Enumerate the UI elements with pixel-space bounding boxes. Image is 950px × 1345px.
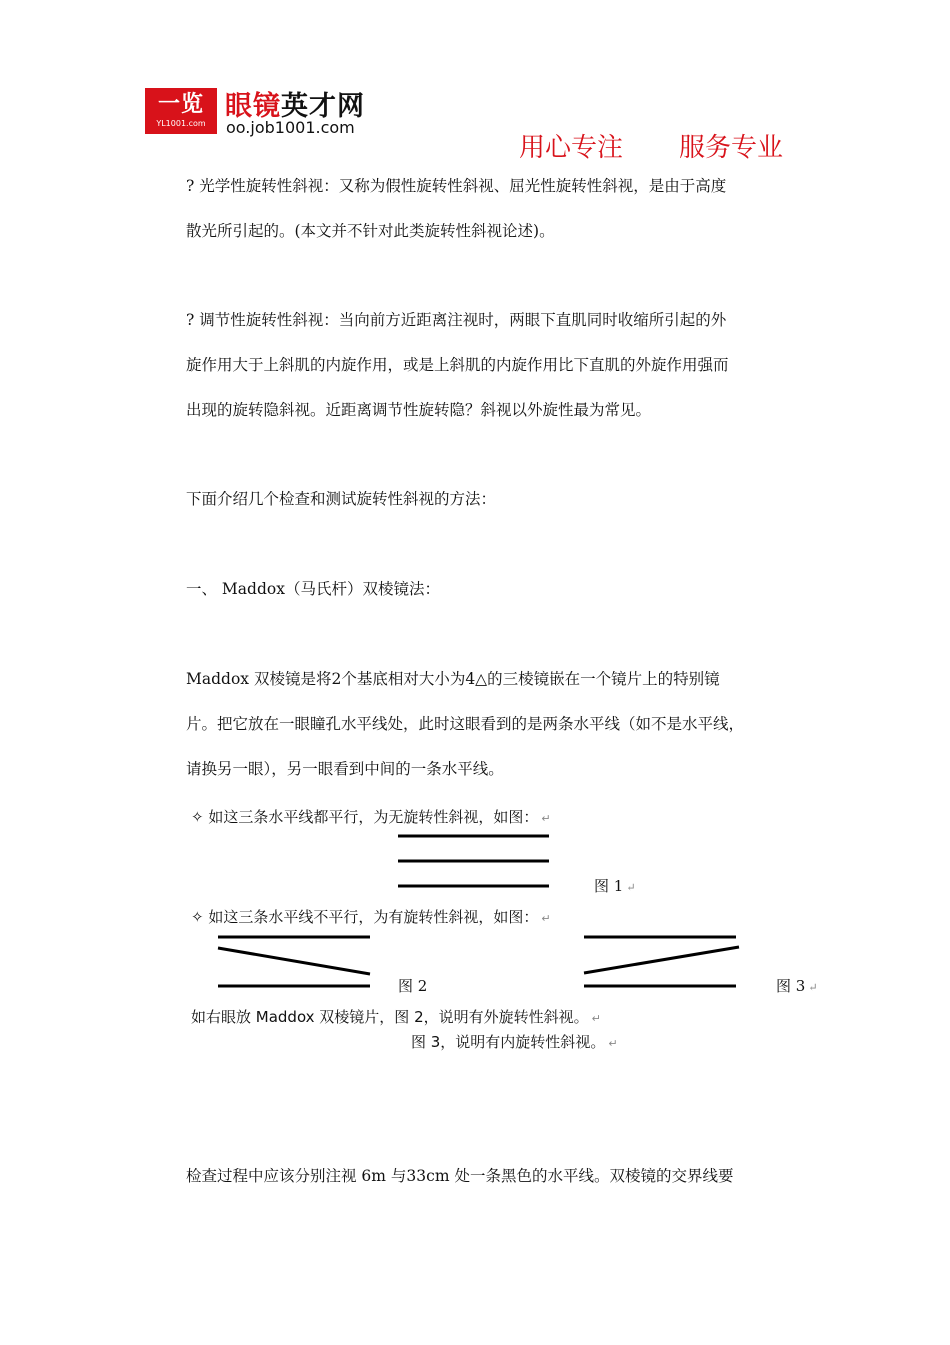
- logo-subtext: YL1001.com: [156, 119, 206, 128]
- paragraph-line: 旋作用大于上斜肌的内旋作用，或是上斜肌的内旋作用比下直肌的外旋作用强而: [186, 356, 729, 374]
- paragraph-line: 出现的旋转隐斜视。近距离调节性旋转隐？斜视以外旋性最为常见。: [186, 401, 652, 419]
- slogan-left: 用心专注: [519, 133, 624, 163]
- return-mark-icon: ↵: [541, 912, 551, 925]
- paragraph-line: Maddox 双棱镜是将2个基底相对大小为4△的三棱镜嵌在一个镜片上的特别镜: [186, 670, 720, 688]
- figure-3-label: [776, 975, 818, 996]
- figure-label-text: 图 1: [594, 877, 624, 895]
- paragraph-line: 片。把它放在一眼瞳孔水平线处，此时这眼看到的是两条水平线（如不是水平线，: [186, 715, 745, 733]
- figure-1-label: [594, 875, 636, 896]
- figure-item-not-parallel: [191, 906, 551, 927]
- fig3-line-slanted: [584, 947, 739, 973]
- return-mark-icon: ↵: [608, 1037, 618, 1050]
- paragraph-line: 请换另一眼），另一眼看到中间的一条水平线。: [186, 760, 504, 778]
- figure-label-text: 图 3: [776, 977, 806, 995]
- fig2-line-slanted: [218, 948, 370, 974]
- brand-name-red: 眼镜: [225, 91, 281, 122]
- figure-caption-2: [411, 1031, 618, 1052]
- return-mark-icon: ↵: [808, 981, 818, 994]
- return-mark-icon: ↵: [591, 1012, 601, 1025]
- caption-text: 如右眼放 Maddox 双棱镜片，图 2，说明有外旋转性斜视。: [191, 1008, 589, 1026]
- slogan-right: 服务专业: [679, 133, 784, 163]
- paragraph-line: 下面介绍几个检查和测试旋转性斜视的方法：: [186, 490, 497, 508]
- paragraph-line: ? 调节性旋转性斜视：当向前方近距离注视时，两眼下直肌同时收缩所引起的外: [186, 311, 727, 329]
- paragraph-line: 散光所引起的。(本文并不针对此类旋转性斜视论述)。: [186, 222, 555, 240]
- return-mark-icon: ↵: [626, 881, 636, 894]
- caption-text: 图 3，说明有内旋转性斜视。: [411, 1033, 606, 1051]
- brand-name-dark: 英才网: [281, 91, 365, 122]
- figure-item-text: ✧ 如这三条水平线不平行，为有旋转性斜视，如图：: [191, 908, 539, 926]
- logo-text: 一览: [157, 92, 204, 117]
- figure-caption-1: [191, 1006, 601, 1027]
- figure-item-text: ✧ 如这三条水平线都平行，为无旋转性斜视，如图：: [191, 808, 539, 826]
- section-heading: 一、 Maddox（马氏杆）双棱镜法：: [186, 580, 440, 598]
- figure-2-label: 图 2: [398, 977, 428, 995]
- return-mark-icon: ↵: [541, 812, 551, 825]
- paragraph-line: 检查过程中应该分别注视 6m 与33cm 处一条黑色的水平线。双棱镜的交界线要: [186, 1167, 734, 1185]
- paragraph-line: ? 光学性旋转性斜视：又称为假性旋转性斜视、屈光性旋转性斜视，是由于高度: [186, 177, 727, 195]
- site-url: oo.job1001.com: [226, 118, 355, 137]
